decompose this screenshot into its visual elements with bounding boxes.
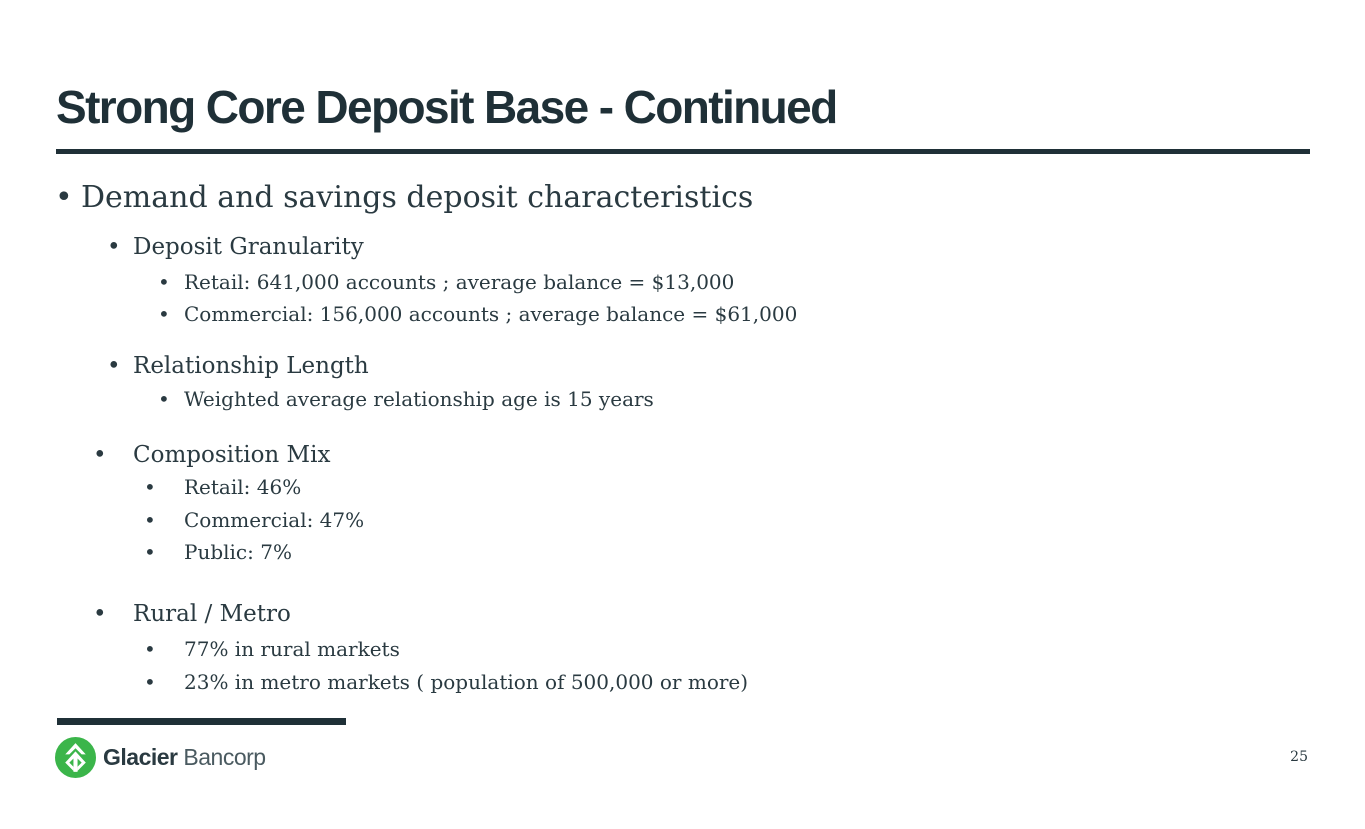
composition-item-text: Public: 7% xyxy=(184,540,292,564)
bullet-composition-item xyxy=(144,475,302,499)
bullet-relationship-heading xyxy=(107,353,369,379)
bullet-main xyxy=(55,180,754,215)
logo-wordmark xyxy=(103,744,266,771)
glacier-peaks-logo-icon xyxy=(55,737,96,778)
title-underline xyxy=(56,149,1310,154)
bullet-rural-metro-heading xyxy=(93,601,291,627)
relationship-item-text: Weighted average relationship age is 15 years xyxy=(184,387,654,411)
rural-metro-item-text: 23% in metro markets ( population of 500,000 or more) xyxy=(184,670,749,694)
bullet-dot: • xyxy=(144,475,156,499)
relationship-heading-text: Relationship Length xyxy=(133,353,369,379)
bullet-dot: • xyxy=(107,234,121,260)
bullet-rural-metro-item xyxy=(144,637,400,661)
bullet-composition-item xyxy=(144,508,365,532)
company-logo xyxy=(55,737,266,778)
bullet-dot: • xyxy=(158,387,170,411)
rural-metro-item-text: 77% in rural markets xyxy=(184,637,400,661)
composition-item-text: Commercial: 47% xyxy=(184,508,365,532)
bullet-dot: • xyxy=(93,601,107,627)
slide-title: Strong Core Deposit Base - Continued xyxy=(56,81,837,133)
logo-name-light: Bancorp xyxy=(177,744,266,770)
bullet-dot: • xyxy=(93,442,107,468)
bullet-dot: • xyxy=(158,270,170,294)
granularity-item-text: Commercial: 156,000 accounts ; average balance = $61,000 xyxy=(184,302,798,326)
rural-metro-heading-text: Rural / Metro xyxy=(133,601,291,627)
bullet-dot: • xyxy=(144,508,156,532)
bullet-granularity-heading xyxy=(107,234,364,260)
composition-heading-text: Composition Mix xyxy=(133,442,331,468)
bullet-granularity-item xyxy=(158,270,735,294)
page-number: 25 xyxy=(1290,749,1308,765)
bullet-dot: • xyxy=(144,670,156,694)
bullet-dot: • xyxy=(158,302,170,326)
bullet-relationship-item xyxy=(158,387,654,411)
bullet-granularity-item xyxy=(158,302,798,326)
bullet-dot: • xyxy=(107,353,121,379)
bullet-composition-item xyxy=(144,540,292,564)
granularity-heading-text: Deposit Granularity xyxy=(133,234,364,260)
bullet-dot: • xyxy=(144,540,156,564)
footer-rule xyxy=(57,718,346,725)
bullet-main-text: Demand and savings deposit characteristics xyxy=(81,180,754,215)
composition-item-text: Retail: 46% xyxy=(184,475,302,499)
bullet-dot: • xyxy=(144,637,156,661)
logo-name-bold: Glacier xyxy=(103,744,178,770)
bullet-rural-metro-item xyxy=(144,670,749,694)
bullet-dot: • xyxy=(55,180,73,215)
granularity-item-text: Retail: 641,000 accounts ; average balance = $13,000 xyxy=(184,270,735,294)
bullet-composition-heading xyxy=(93,442,331,468)
